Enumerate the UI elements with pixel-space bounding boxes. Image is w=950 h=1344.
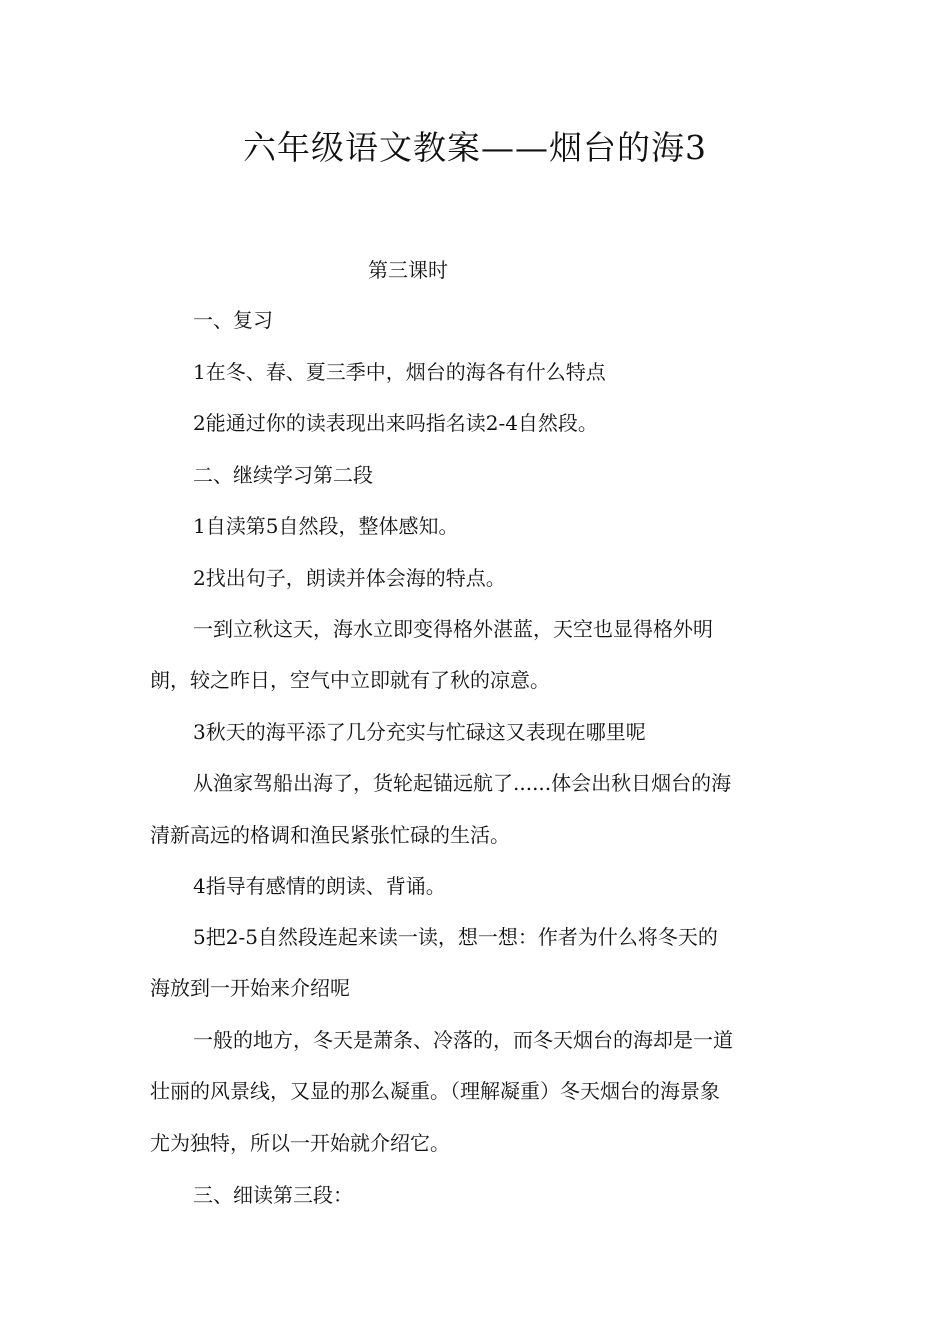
paragraph-line: 海放到一开始来介绍呢 xyxy=(150,976,350,1000)
paragraph-line: 2能通过你的读表现出来吗指名读2-4自然段。 xyxy=(193,411,598,435)
document-title: 六年级语文教案——烟台的海3 xyxy=(243,128,707,167)
section-heading-third-part: 三、细读第三段： xyxy=(193,1183,353,1207)
paragraph-line: 3秋天的海平添了几分充实与忙碌这又表现在哪里呢 xyxy=(193,720,646,744)
paragraph-line: 清新高远的格调和渔民紧张忙碌的生活。 xyxy=(150,823,510,847)
paragraph-line: 1在冬、春、夏三季中，烟台的海各有什么特点 xyxy=(193,360,606,384)
paragraph-line: 4指导有感情的朗读、背诵。 xyxy=(193,874,446,898)
paragraph-line: 一般的地方，冬天是萧条、冷落的，而冬天烟台的海却是一道 xyxy=(193,1028,733,1052)
paragraph-line: 2找出句子，朗读并体会海的特点。 xyxy=(193,566,506,590)
paragraph-line: 1自渎第5自然段，整体感知。 xyxy=(193,514,459,538)
paragraph-line: 5把2-5自然段连起来读一读，想一想：作者为什么将冬天的 xyxy=(193,925,718,949)
lesson-subtitle: 第三课时 xyxy=(368,258,448,282)
paragraph-line: 朗，较之昨日，空气中立即就有了秋的凉意。 xyxy=(150,668,550,692)
paragraph-line: 尤为独特，所以一开始就介绍它。 xyxy=(150,1131,450,1155)
section-heading-review: 一、复习 xyxy=(193,308,273,332)
paragraph-line: 一到立秋这天，海水立即变得格外湛蓝，天空也显得格外明 xyxy=(193,617,713,641)
section-heading-second-part: 二、继续学习第二段 xyxy=(193,463,373,487)
paragraph-line: 从渔家驾船出海了，货轮起锚远航了......体会出秋日烟台的海 xyxy=(193,771,732,795)
paragraph-line: 壮丽的风景线，又显的那么凝重。（理解凝重）冬天烟台的海景象 xyxy=(150,1079,720,1103)
